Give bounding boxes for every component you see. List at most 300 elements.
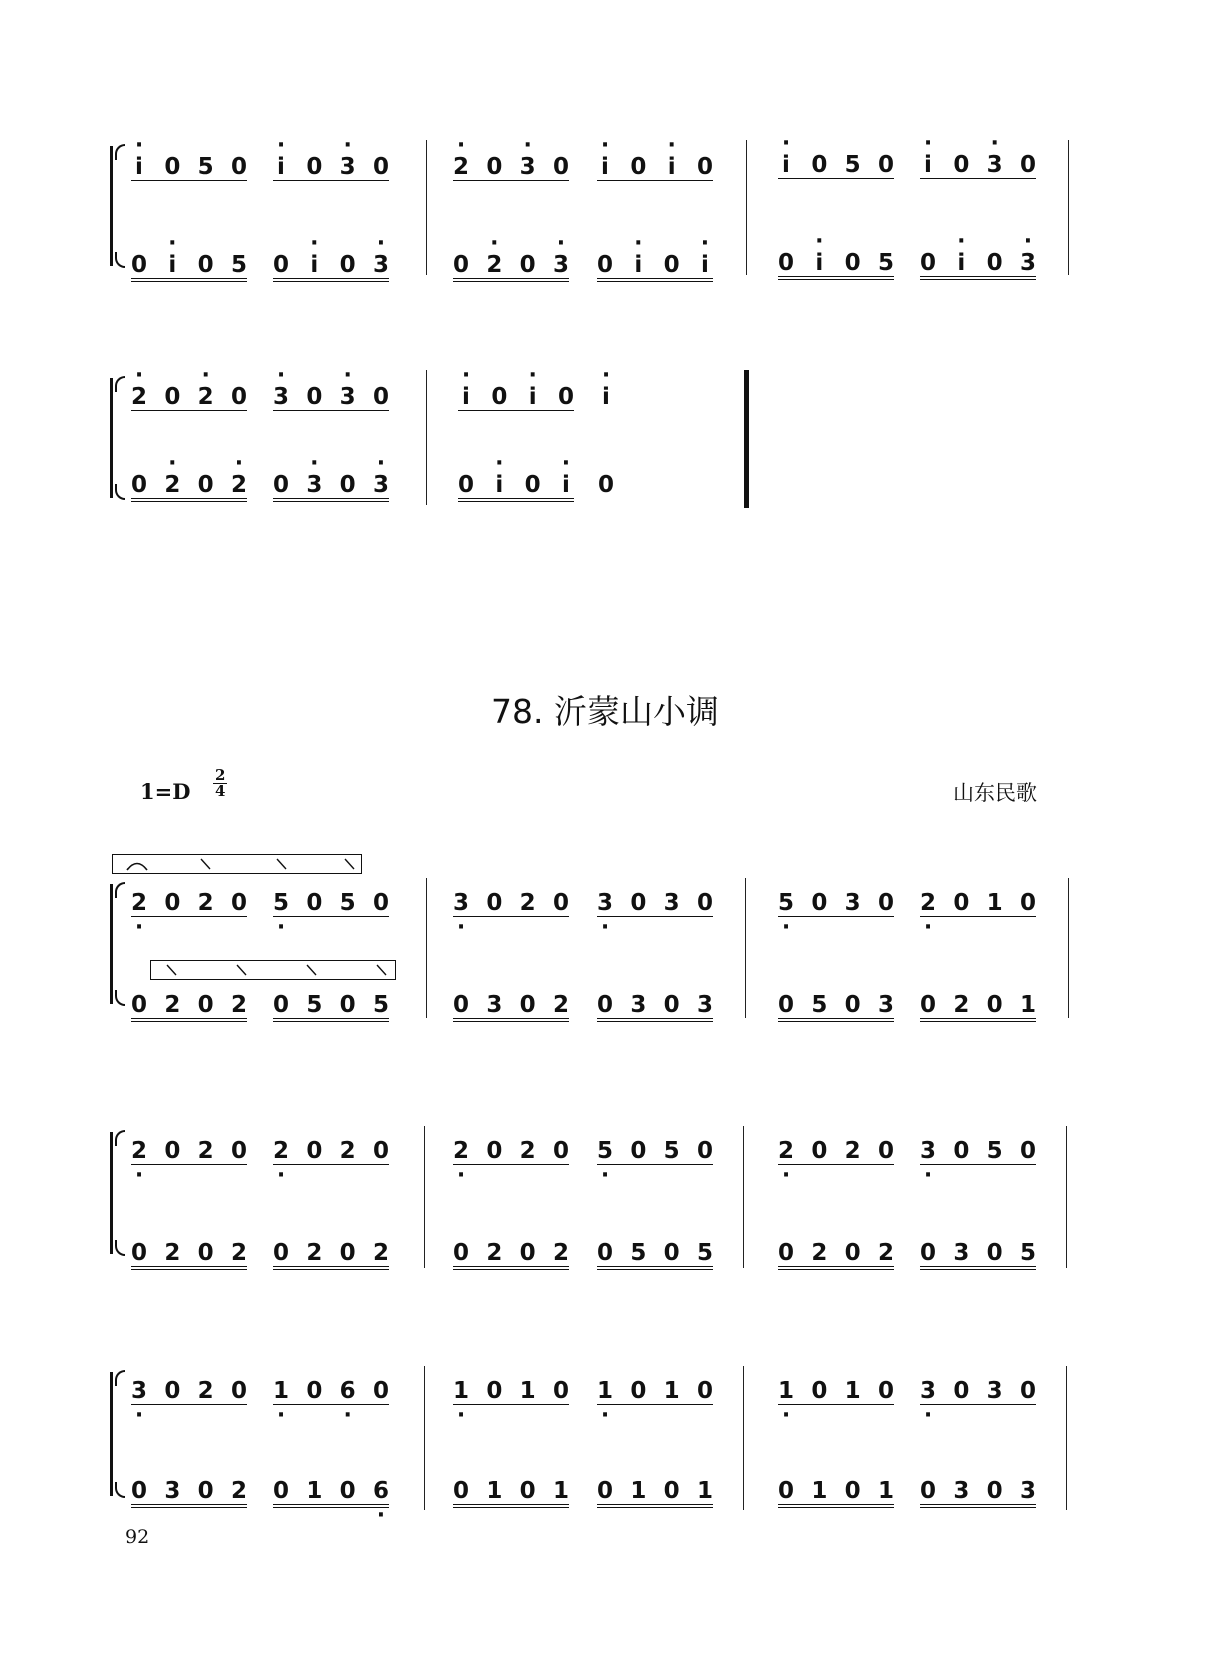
- note-group: [920, 1240, 1036, 1270]
- barline: [1066, 1126, 1067, 1268]
- note-group: [778, 890, 894, 917]
- note: 0: [811, 152, 828, 178]
- note: 0: [306, 1138, 323, 1164]
- note: 2: [339, 1138, 356, 1164]
- note: · i: [920, 152, 936, 178]
- note: · i: [811, 250, 827, 276]
- barline: [426, 370, 427, 505]
- note: 0: [519, 992, 536, 1018]
- note: 0: [552, 154, 569, 180]
- note-group: [778, 250, 894, 280]
- note: 2: [811, 1240, 828, 1266]
- note: 0: [273, 1478, 290, 1504]
- note: 5 ·: [597, 1138, 613, 1164]
- note: 0: [953, 1378, 970, 1404]
- note-group: [598, 384, 614, 410]
- note: 1: [1019, 992, 1036, 1018]
- note-group: [273, 992, 389, 1022]
- note: 0: [131, 472, 148, 498]
- note: 2: [230, 992, 247, 1018]
- note: 0: [197, 252, 214, 278]
- note: 0: [696, 890, 713, 916]
- note: 0: [1019, 1378, 1036, 1404]
- note: 0: [953, 890, 970, 916]
- note: 2: [844, 1138, 861, 1164]
- note: 0: [339, 252, 356, 278]
- note: · 2: [231, 472, 247, 498]
- note: 0: [372, 890, 389, 916]
- note-group: [453, 1240, 569, 1270]
- note: 0: [552, 1378, 569, 1404]
- note-group: [273, 472, 389, 502]
- note: 0: [778, 250, 795, 276]
- note: 0: [230, 154, 247, 180]
- note: · i: [778, 152, 794, 178]
- note: 1: [844, 1378, 861, 1404]
- note-group: [920, 1138, 1036, 1165]
- note-group: [273, 1478, 389, 1508]
- note: 0: [339, 1478, 356, 1504]
- note: 3: [953, 1240, 970, 1266]
- barline: [424, 1126, 425, 1268]
- note-group: [778, 152, 894, 179]
- note: · i: [491, 472, 507, 498]
- barline: [1066, 1366, 1067, 1510]
- note: · 3: [373, 472, 389, 498]
- note: 0: [273, 992, 290, 1018]
- note: 1: [696, 1478, 713, 1504]
- note-group: [453, 1378, 569, 1405]
- note-group: [597, 992, 713, 1022]
- note: 6 ·: [340, 1378, 356, 1404]
- note: 5: [339, 890, 356, 916]
- note: 0: [230, 1378, 247, 1404]
- note: · 2: [164, 472, 180, 498]
- note-group: [273, 154, 389, 181]
- note: 0: [197, 1240, 214, 1266]
- note: 0: [230, 1138, 247, 1164]
- note: 5: [230, 252, 247, 278]
- note: 0: [164, 1378, 181, 1404]
- note: 0: [844, 1478, 861, 1504]
- note: 0: [453, 992, 470, 1018]
- note: 0: [519, 1240, 536, 1266]
- note: 0: [986, 1478, 1003, 1504]
- note: 2 ·: [920, 890, 936, 916]
- note: · 3: [987, 152, 1003, 178]
- note: 0: [630, 1378, 647, 1404]
- note-group: [778, 992, 894, 1022]
- note: · 3: [306, 472, 322, 498]
- note: 0: [778, 1478, 795, 1504]
- note: 0: [306, 1378, 323, 1404]
- note: 2: [877, 1240, 894, 1266]
- note: 2: [519, 890, 536, 916]
- note: 0: [877, 1378, 894, 1404]
- note-group: [778, 1378, 894, 1405]
- note: 0: [844, 992, 861, 1018]
- note-group: [920, 152, 1036, 179]
- note: 5: [197, 154, 214, 180]
- note: 0: [453, 252, 470, 278]
- note-group: [131, 154, 247, 181]
- note: 0: [519, 1478, 536, 1504]
- note: 0: [524, 472, 541, 498]
- note-group: [458, 384, 574, 411]
- note: 0: [339, 472, 356, 498]
- note-group: [131, 384, 247, 411]
- technique-box-lower: [150, 960, 396, 980]
- note: 0: [131, 1478, 148, 1504]
- note: 0: [372, 384, 389, 410]
- note-group: [131, 472, 247, 502]
- note: 2 ·: [131, 1138, 147, 1164]
- note: 0: [598, 472, 615, 498]
- note: 0: [986, 250, 1003, 276]
- note: 2: [552, 1240, 569, 1266]
- note: 2 ·: [131, 890, 147, 916]
- note-group: [453, 890, 569, 917]
- note: 0: [131, 252, 148, 278]
- note: 0: [306, 154, 323, 180]
- note: 1: [811, 1478, 828, 1504]
- note: · i: [664, 154, 680, 180]
- note-group: [273, 384, 389, 411]
- system-brace: [110, 1132, 119, 1254]
- note: 2: [197, 1378, 214, 1404]
- note: 5: [1019, 1240, 1036, 1266]
- note: 0: [197, 1478, 214, 1504]
- note: 0: [630, 1138, 647, 1164]
- note: 2: [164, 1240, 181, 1266]
- note: 0: [597, 1240, 614, 1266]
- note: 0: [197, 472, 214, 498]
- note: · 3: [553, 252, 569, 278]
- note: 0: [953, 1138, 970, 1164]
- note: 0: [778, 992, 795, 1018]
- note: 0: [372, 1378, 389, 1404]
- note: 0: [306, 384, 323, 410]
- system-brace: [110, 1372, 119, 1496]
- note: 0: [1019, 1138, 1036, 1164]
- note: 1 ·: [597, 1378, 613, 1404]
- note: · 3: [1020, 250, 1036, 276]
- page-number: 92: [125, 1526, 150, 1548]
- note: 0: [372, 1138, 389, 1164]
- note: · 2: [453, 154, 469, 180]
- composer: 山东民歌: [953, 781, 1037, 805]
- note: 0: [696, 1138, 713, 1164]
- technique-box-upper: [112, 854, 362, 874]
- note: 0: [273, 1240, 290, 1266]
- note: · 3: [273, 384, 289, 410]
- note-group: [131, 1240, 247, 1270]
- note-group: [778, 1240, 894, 1270]
- note: 1: [630, 1478, 647, 1504]
- note-group: [453, 1138, 569, 1165]
- note: 5: [630, 1240, 647, 1266]
- song-title: 78. 沂蒙山小调: [491, 692, 719, 731]
- note: 0: [663, 1240, 680, 1266]
- note: 0: [811, 1378, 828, 1404]
- note: 2: [372, 1240, 389, 1266]
- final-barline: [744, 370, 749, 508]
- note: 0: [630, 890, 647, 916]
- note-group: [131, 890, 247, 917]
- note-group: [273, 252, 389, 282]
- note: 0: [552, 890, 569, 916]
- note: 0: [920, 992, 937, 1018]
- note-group: [131, 252, 247, 282]
- note: 0: [844, 1240, 861, 1266]
- system-brace: [110, 378, 119, 498]
- note: · 2: [131, 384, 147, 410]
- note: · i: [597, 154, 613, 180]
- note-group: [273, 890, 389, 917]
- note: · i: [953, 250, 969, 276]
- note: 0: [1019, 890, 1036, 916]
- barline: [746, 140, 747, 275]
- note: 3 ·: [453, 890, 469, 916]
- note: 3: [164, 1478, 181, 1504]
- note-group: [598, 472, 614, 498]
- note: 0: [597, 252, 614, 278]
- note: 0: [920, 250, 937, 276]
- note-group: [778, 1138, 894, 1165]
- note: 0: [164, 890, 181, 916]
- note: 0: [339, 992, 356, 1018]
- note: 0: [519, 252, 536, 278]
- note-group: [453, 252, 569, 282]
- note-group: [273, 1138, 389, 1165]
- note: · i: [598, 384, 614, 410]
- note: 5: [877, 250, 894, 276]
- note-group: [131, 1378, 247, 1405]
- note: 1: [306, 1478, 323, 1504]
- note: 3: [1019, 1478, 1036, 1504]
- time-signature: [213, 768, 227, 799]
- note: 2: [552, 992, 569, 1018]
- barline: [743, 1126, 744, 1268]
- note: · 2: [486, 252, 502, 278]
- technique-marks: [151, 961, 395, 979]
- technique-marks: [113, 855, 361, 873]
- note: 2: [953, 992, 970, 1018]
- note: 2 ·: [273, 1138, 289, 1164]
- note-group: [131, 1138, 247, 1165]
- note-group: [597, 1138, 713, 1165]
- note: · i: [558, 472, 574, 498]
- note: · 2: [198, 384, 214, 410]
- note: 5: [663, 1138, 680, 1164]
- note: · i: [273, 154, 289, 180]
- note: 0: [986, 992, 1003, 1018]
- note-group: [131, 1478, 247, 1508]
- note: 3 ·: [597, 890, 613, 916]
- note: 1: [552, 1478, 569, 1504]
- note-group: [453, 1478, 569, 1508]
- note: 1: [486, 1478, 503, 1504]
- note: 3: [486, 992, 503, 1018]
- note-group: [131, 992, 247, 1022]
- note: 0: [877, 152, 894, 178]
- note: · i: [525, 384, 541, 410]
- note: 6 ·: [373, 1478, 389, 1504]
- note: 5 ·: [273, 890, 289, 916]
- time-signature-denominator: 4: [215, 782, 226, 800]
- note: 0: [557, 384, 574, 410]
- note: 0: [486, 1378, 503, 1404]
- note: · 3: [340, 384, 356, 410]
- barline: [424, 1366, 425, 1510]
- note: 0: [953, 152, 970, 178]
- note-group: [920, 992, 1036, 1022]
- note: 0: [811, 890, 828, 916]
- note: · i: [306, 252, 322, 278]
- note: 1: [519, 1378, 536, 1404]
- note: 5: [844, 152, 861, 178]
- note: 0: [164, 154, 181, 180]
- note: 0: [164, 1138, 181, 1164]
- note-group: [597, 890, 713, 917]
- barline: [745, 878, 746, 1018]
- note: 0: [486, 154, 503, 180]
- note: 0: [877, 1138, 894, 1164]
- note: 0: [372, 154, 389, 180]
- note: 0: [1019, 152, 1036, 178]
- note-group: [920, 1478, 1036, 1508]
- note-group: [597, 1240, 713, 1270]
- note: 1: [877, 1478, 894, 1504]
- note: 0: [486, 890, 503, 916]
- note: 0: [663, 252, 680, 278]
- note: 0: [920, 1478, 937, 1504]
- note: 2: [486, 1240, 503, 1266]
- note: 0: [306, 890, 323, 916]
- note: 0: [273, 252, 290, 278]
- note: 0: [663, 992, 680, 1018]
- note: 3: [630, 992, 647, 1018]
- note: 0: [230, 384, 247, 410]
- note-group: [778, 1478, 894, 1508]
- note: 0: [986, 1240, 1003, 1266]
- note: 0: [164, 384, 181, 410]
- note-group: [453, 154, 569, 181]
- note-group: [597, 1478, 713, 1508]
- note: 0: [230, 890, 247, 916]
- note: 0: [458, 472, 475, 498]
- note: 1: [663, 1378, 680, 1404]
- barline: [1068, 878, 1069, 1018]
- note: · 3: [373, 252, 389, 278]
- note: 5: [986, 1138, 1003, 1164]
- note: 0: [197, 992, 214, 1018]
- barline: [743, 1366, 744, 1510]
- note: 0: [630, 154, 647, 180]
- note: 0: [696, 1378, 713, 1404]
- note: 0: [696, 154, 713, 180]
- note: 0: [920, 1240, 937, 1266]
- note: 5: [372, 992, 389, 1018]
- note-group: [597, 1378, 713, 1405]
- note: 3 ·: [920, 1138, 936, 1164]
- note: 0: [131, 992, 148, 1018]
- note: 5: [306, 992, 323, 1018]
- note: 3: [986, 1378, 1003, 1404]
- note: 2: [197, 1138, 214, 1164]
- note: 2: [230, 1240, 247, 1266]
- note: · i: [164, 252, 180, 278]
- note-group: [920, 1378, 1036, 1405]
- note: 1: [986, 890, 1003, 916]
- note: 3: [663, 890, 680, 916]
- note: · i: [630, 252, 646, 278]
- note-group: [920, 890, 1036, 917]
- note: · 3: [340, 154, 356, 180]
- note: · i: [697, 252, 713, 278]
- note-group: [458, 472, 574, 502]
- note: 3: [877, 992, 894, 1018]
- note: 0: [131, 1240, 148, 1266]
- note: 2 ·: [778, 1138, 794, 1164]
- note-group: [597, 154, 713, 181]
- note-group: [273, 1378, 389, 1405]
- barline: [426, 878, 427, 1018]
- note: 3: [953, 1478, 970, 1504]
- note: 0: [453, 1478, 470, 1504]
- note: 0: [778, 1240, 795, 1266]
- note-group: [273, 1240, 389, 1270]
- note: 2: [164, 992, 181, 1018]
- note: 2: [197, 890, 214, 916]
- note: 0: [491, 384, 508, 410]
- note: 3 ·: [131, 1378, 147, 1404]
- note: 3: [844, 890, 861, 916]
- system-brace: [110, 146, 119, 266]
- note: · i: [131, 154, 147, 180]
- note: 0: [597, 1478, 614, 1504]
- note: 0: [486, 1138, 503, 1164]
- note: 0: [597, 992, 614, 1018]
- note: 1 ·: [273, 1378, 289, 1404]
- note: 0: [663, 1478, 680, 1504]
- note: 5: [696, 1240, 713, 1266]
- note-group: [453, 992, 569, 1022]
- note: · 3: [520, 154, 536, 180]
- note: 0: [552, 1138, 569, 1164]
- note-group: [920, 250, 1036, 280]
- note: 2: [306, 1240, 323, 1266]
- note: 5: [811, 992, 828, 1018]
- barline: [1068, 140, 1069, 275]
- barline: [426, 140, 427, 275]
- note: 2: [230, 1478, 247, 1504]
- note: 0: [811, 1138, 828, 1164]
- note: 0: [877, 890, 894, 916]
- note: 2 ·: [453, 1138, 469, 1164]
- key-signature: 1=D: [140, 779, 191, 804]
- note: 3: [696, 992, 713, 1018]
- note: 1 ·: [778, 1378, 794, 1404]
- note: 5 ·: [778, 890, 794, 916]
- note: 0: [844, 250, 861, 276]
- note: 1 ·: [453, 1378, 469, 1404]
- note: 0: [453, 1240, 470, 1266]
- system-brace: [110, 884, 119, 1004]
- note: 0: [273, 472, 290, 498]
- note: 2: [519, 1138, 536, 1164]
- note: 0: [339, 1240, 356, 1266]
